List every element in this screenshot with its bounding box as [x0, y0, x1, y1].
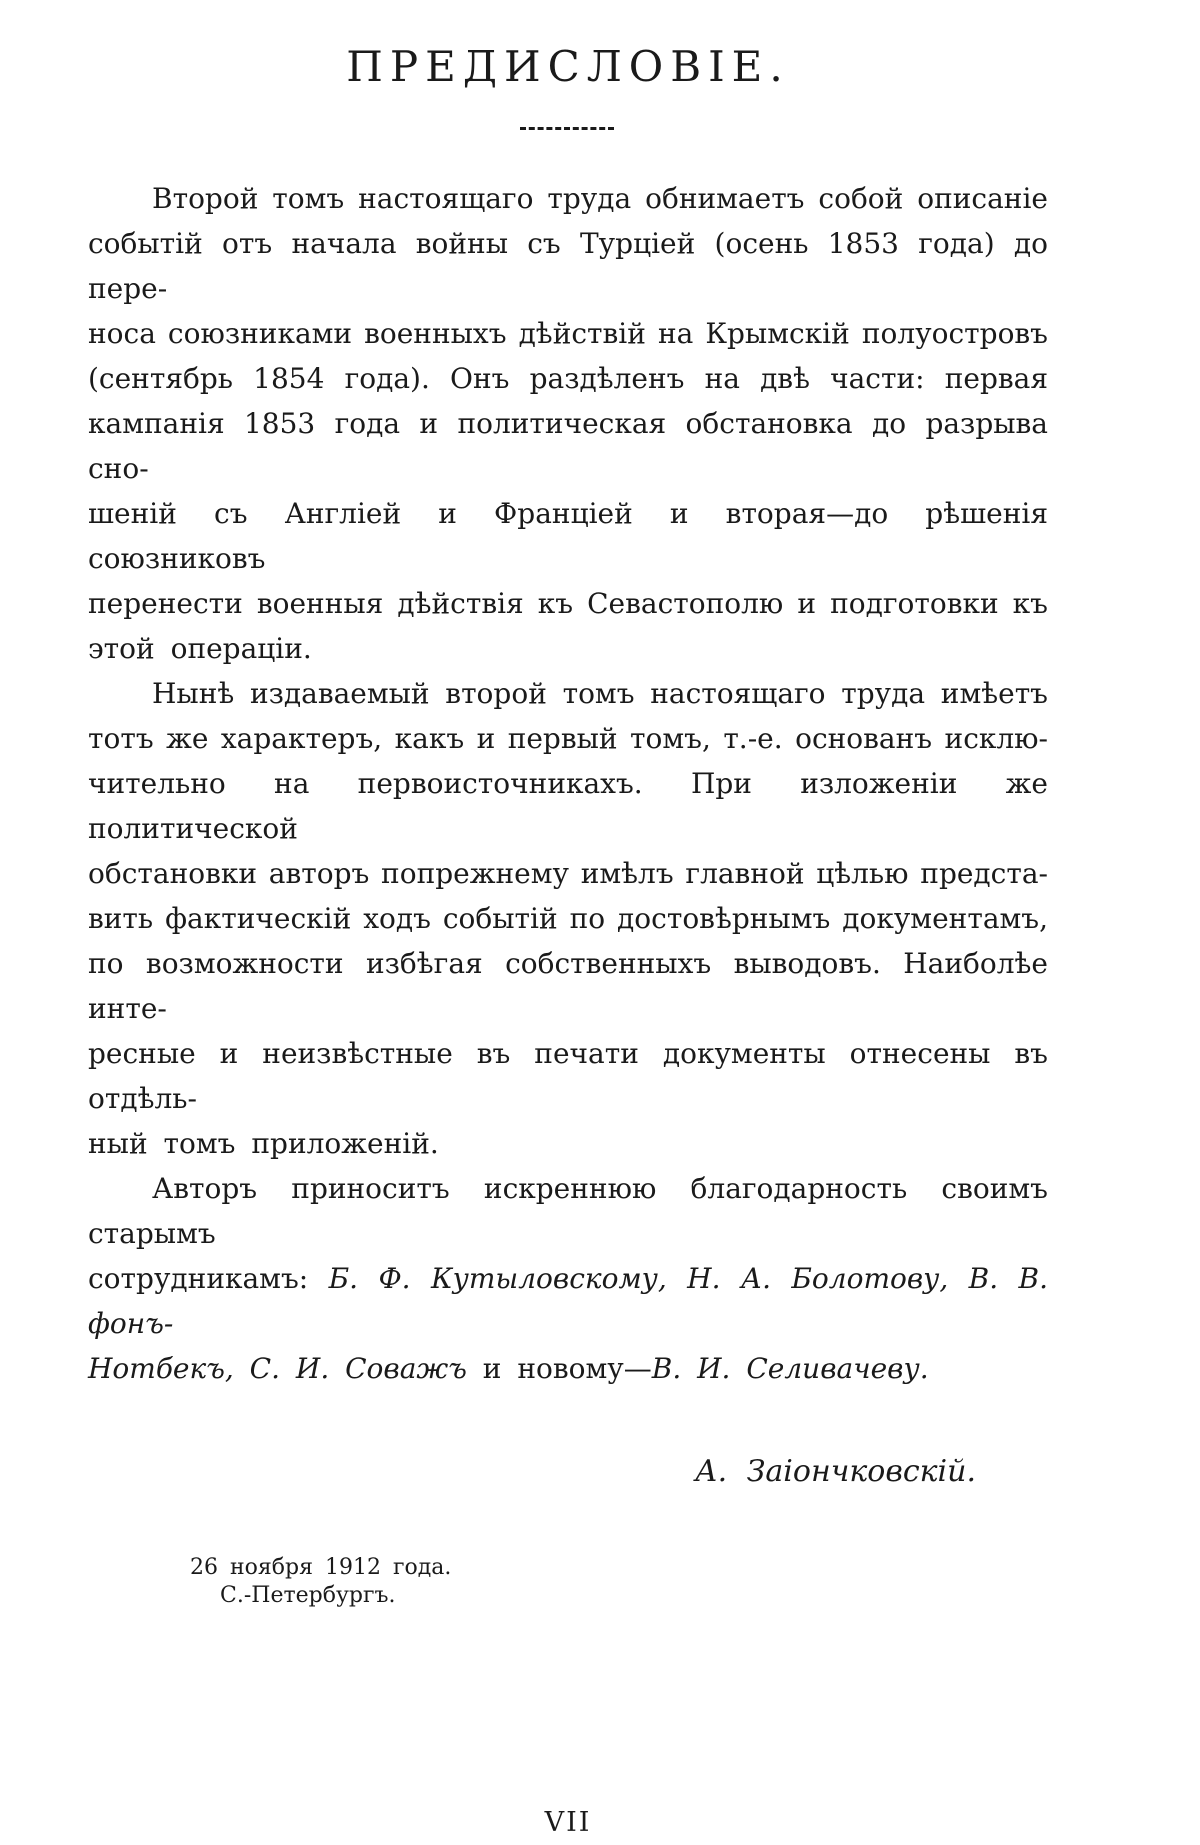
text-line: ресные и неизвѣстные въ печати документы отнесены въ отдѣль-	[88, 1037, 1048, 1115]
text-segment: сотрудникамъ:	[88, 1262, 309, 1295]
text-segment: и новому	[482, 1352, 624, 1385]
text-line: чительно на первоисточникахъ. При изложеніи же политической	[88, 767, 1048, 845]
text-line: Нынѣ издаваемый второй томъ настоящаго труда имѣетъ	[152, 677, 1048, 710]
text-line: по возможности избѣгая собственныхъ выводовъ. Наиболѣе инте-	[88, 947, 1048, 1025]
text-line: кампанія 1853 года и политическая обстановка до разрыва сно-	[88, 407, 1048, 485]
text-line: носа союзниками военныхъ дѣйствій на Крымскій полуостровъ	[88, 317, 1048, 350]
name-list-italic: Нотбекъ, С. И. Соважъ	[88, 1352, 467, 1385]
place-line: С.-Петербургъ.	[220, 1583, 396, 1608]
date-line: 26 ноября 1912 года.	[190, 1555, 452, 1580]
date-place-block	[88, 1554, 1048, 1610]
page-title: ПРЕДИСЛОВІЕ.	[346, 42, 790, 91]
text-line: тотъ же характеръ, какъ и первый томъ, т.-е. основанъ исклю-	[88, 722, 1048, 755]
text-line: ный томъ приложеній.	[88, 1127, 439, 1160]
text-line: Второй томъ настоящаго труда обнимаетъ собой описаніе	[152, 182, 1048, 215]
text-line	[88, 1346, 1048, 1391]
name-list-italic: Б. Ф. Кутыловскому, Н. А. Болотову, В. В. фонъ-	[88, 1262, 1048, 1340]
page-number: VII	[544, 1807, 592, 1838]
text-line: этой операціи.	[88, 632, 312, 665]
text-line: Авторъ приноситъ искреннюю благодарность своимъ старымъ	[88, 1172, 1048, 1250]
text-line: обстановки авторъ попрежнему имѣлъ главной цѣлью предста-	[88, 857, 1048, 890]
text-line: перенести военныя дѣйствія къ Севастополю и подготовки къ	[88, 587, 1048, 620]
em-dash: —	[623, 1352, 652, 1385]
text-line	[88, 1256, 1048, 1346]
text-line: шеній съ Англіей и Франціей и вторая—до рѣшенія союзниковъ	[88, 497, 1048, 575]
text-body	[88, 176, 1048, 1845]
title-divider	[520, 127, 614, 130]
text-line: вить фактическій ходъ событій по достовѣрнымъ документамъ,	[88, 902, 1048, 935]
text-line: (сентябрь 1854 года). Онъ раздѣленъ на двѣ части: первая	[88, 362, 1048, 395]
author-signature: А. Заіончковскій.	[694, 1454, 976, 1489]
text-line: событій отъ начала войны съ Турціей (осень 1853 года) до пере-	[88, 227, 1048, 305]
name-list-italic: В. И. Селивачеву.	[651, 1352, 929, 1385]
